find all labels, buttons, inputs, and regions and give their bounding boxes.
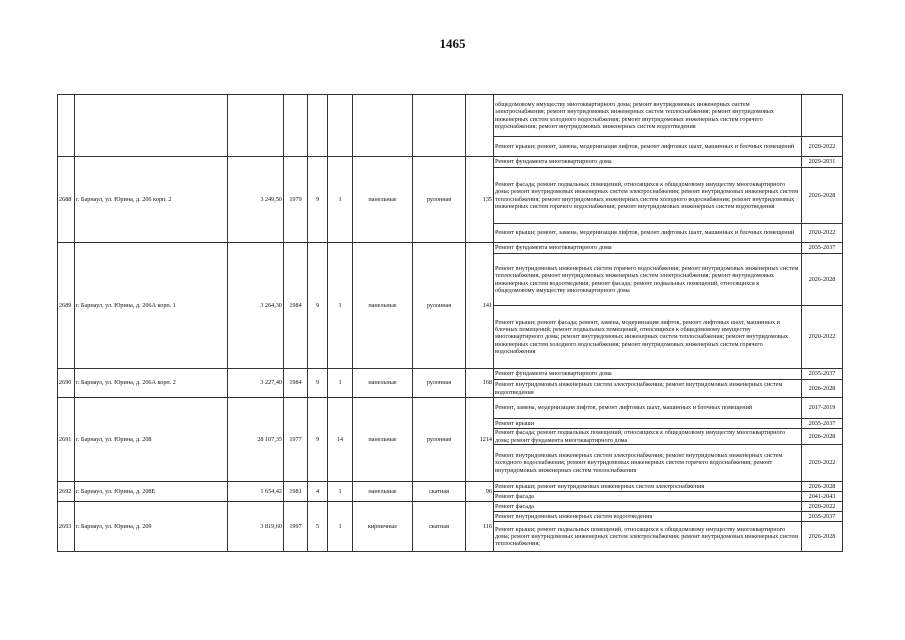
work-description: Ремонт внутридомовых инженерных систем водоотведения bbox=[494, 512, 802, 522]
floors-count: 9 bbox=[308, 157, 328, 243]
entrances-count: 1 bbox=[328, 502, 353, 552]
work-description: Ремонт крыши bbox=[494, 419, 802, 429]
floors-count: 9 bbox=[308, 398, 328, 482]
row-number: 2689 bbox=[58, 243, 75, 369]
table-row bbox=[58, 369, 843, 380]
cell-area-continued bbox=[228, 95, 284, 157]
residents-count: 141 bbox=[466, 243, 494, 369]
table-row bbox=[58, 157, 843, 168]
cell-year-continued bbox=[284, 95, 308, 157]
work-period: 2029-2031 bbox=[802, 157, 843, 168]
building-address: г. Барнаул, ул. Юрина, д. 206 корп. 2 bbox=[75, 157, 228, 243]
residents-count: 116 bbox=[466, 502, 494, 552]
residents-count: 135 bbox=[466, 157, 494, 243]
row-number: 2693 bbox=[58, 502, 75, 552]
year-built: 1977 bbox=[284, 398, 308, 482]
work-description: Ремонт, замена, модернизация лифтов, ремонт лифтовых шахт, машинных и блочных помещений bbox=[494, 398, 802, 419]
residents-count: 1214 bbox=[466, 398, 494, 482]
year-built: 1984 bbox=[284, 243, 308, 369]
work-period: 2026-2028 bbox=[802, 522, 843, 552]
work-period: 2035-2037 bbox=[802, 419, 843, 429]
wall-material: кирпичные bbox=[353, 502, 413, 552]
work-period: 2017-2019 bbox=[802, 398, 843, 419]
building-address: г. Барнаул, ул. Юрина, д. 208Е bbox=[75, 482, 228, 502]
total-area: 3 264,30 bbox=[228, 243, 284, 369]
cell-wall-continued bbox=[353, 95, 413, 157]
work-period: 2026-2028 bbox=[802, 254, 843, 306]
table-row bbox=[58, 243, 843, 254]
table-row bbox=[58, 95, 843, 137]
work-period: 2035-2037 bbox=[802, 369, 843, 380]
roof-type: рулонная bbox=[413, 398, 466, 482]
work-period: 2026-2028 bbox=[802, 168, 843, 224]
building-address: г. Барнаул, ул. Юрина, д. 209 bbox=[75, 502, 228, 552]
work-period: 2026-2028 bbox=[802, 429, 843, 445]
total-area: 3 249,50 bbox=[228, 157, 284, 243]
row-number: 2688 bbox=[58, 157, 75, 243]
year-built: 1984 bbox=[284, 369, 308, 398]
row-number: 2690 bbox=[58, 369, 75, 398]
floors-count: 9 bbox=[308, 243, 328, 369]
total-area: 1 654,42 bbox=[228, 482, 284, 502]
work-description: Ремонт крыши; ремонт, замена, модернизация лифтов, ремонт лифтовых шахт, машинных и блочных помещений bbox=[494, 224, 802, 243]
work-description: Ремонт крыши; ремонт фасада; ремонт, замена, модернизация лифтов, ремонт лифтовых шахт, машинных и блочных помещений; ремонт подвальных помещений, относящихся к общедомовому имуществу многоквартирного дома; ремонт внутридомовых инженерных систем теплоснабжения; ремонт внутридомовых инженерных систем холодного водоснабжения; ремонт внутридомовых инженерных систем горячего водоснабжения bbox=[494, 306, 802, 369]
work-description: Ремонт крыши; ремонт, замена, модернизация лифтов, ремонт лифтовых шахт, машинных и блочных помещений bbox=[494, 137, 802, 157]
work-description: Ремонт фундамента многоквартирного дома bbox=[494, 243, 802, 254]
work-description: Ремонт фасада; ремонт подвальных помещений, относящихся к общедомовому имуществу многоквартирного дома; ремонт внутридомовых инженерных систем электроснабжения; ремонт внутридомовых инженерных систем теплоснабжения; ремонт внутридомовых инженерных систем холодного водоснабжения; ремонт внутридомовых инженерных систем горячего водоснабжения; ремонт внутридомовых инженерных систем водоотведения bbox=[494, 168, 802, 224]
entrances-count: 1 bbox=[328, 243, 353, 369]
roof-type: рулонная bbox=[413, 157, 466, 243]
work-description: Ремонт фундамента многоквартирного дома bbox=[494, 157, 802, 168]
residents-count: 96 bbox=[466, 482, 494, 502]
wall-material: панельные bbox=[353, 157, 413, 243]
work-period: 2020-2022 bbox=[802, 306, 843, 369]
work-description: Ремонт фасада bbox=[494, 492, 802, 502]
total-area: 28 107,35 bbox=[228, 398, 284, 482]
table-row bbox=[58, 482, 843, 492]
total-area: 3 227,40 bbox=[228, 369, 284, 398]
entrances-count: 1 bbox=[328, 157, 353, 243]
year-built: 1997 bbox=[284, 502, 308, 552]
year-built: 1981 bbox=[284, 482, 308, 502]
work-period: 2020-2022 bbox=[802, 137, 843, 157]
work-description: общедомовому имуществу многоквартирного дома; ремонт внутридомовых инженерных систем электроснабжения; ремонт внутридомовых инженерных систем теплоснабжения; ремонт внутридомовых инженерных систем холодного водоснабжения; ремонт внутридомовых инженерных систем горячего водоснабжения; ремонт внутридомовых инженерных систем водоотведения bbox=[494, 95, 802, 137]
work-description: Ремонт фасада bbox=[494, 502, 802, 512]
capital-repair-table bbox=[57, 94, 843, 552]
work-period bbox=[802, 95, 843, 137]
work-period: 2026-2028 bbox=[802, 482, 843, 492]
building-address: г. Барнаул, ул. Юрина, д. 206А корп. 2 bbox=[75, 369, 228, 398]
work-description: Ремонт внутридомовых инженерных систем горячего водоснабжения; ремонт внутридомовых инженерных систем теплоснабжения; ремонт внутридомовых инженерных систем электроснабжения; ремонт внутридомовых инженерных систем водоотведения; ремонт фасада; ремонт подвальных помещений, относящихся к общедомовому имуществу многоквартирного дома bbox=[494, 254, 802, 306]
work-description: Ремонт фундамента многоквартирного дома bbox=[494, 369, 802, 380]
floors-count: 4 bbox=[308, 482, 328, 502]
building-address: г. Барнаул, ул. Юрина, д. 208 bbox=[75, 398, 228, 482]
building-address: г. Барнаул, ул. Юрина, д. 206А корп. 1 bbox=[75, 243, 228, 369]
work-description: Ремонт внутридомовых инженерных систем электроснабжения; ремонт внутридомовых инженерных систем водоотведения bbox=[494, 380, 802, 398]
work-description: Ремонт внутридомовых инженерных систем электроснабжения; ремонт внутридомовых инженерных систем холодного водоснабжения; ремонт внутридомовых инженерных систем горячего водоснабжения; ремонт внутридомовых инженерных систем теплоснабжения bbox=[494, 445, 802, 482]
work-period: 2035-2037 bbox=[802, 243, 843, 254]
entrances-count: 1 bbox=[328, 482, 353, 502]
table-body bbox=[58, 95, 843, 552]
wall-material: панельные bbox=[353, 243, 413, 369]
entrances-count: 14 bbox=[328, 398, 353, 482]
wall-material: панельные bbox=[353, 398, 413, 482]
cell-floors-continued bbox=[308, 95, 328, 157]
total-area: 3 819,60 bbox=[228, 502, 284, 552]
work-period: 2026-2028 bbox=[802, 380, 843, 398]
page-number: 1465 bbox=[439, 36, 466, 51]
cell-address-continued bbox=[75, 95, 228, 157]
work-description: Ремонт фасада; ремонт подвальных помещений, относящихся к общедомовому имуществу многоквартирного дома; ремонт фундамента многоквартирного дома bbox=[494, 429, 802, 445]
cell-num-continued bbox=[58, 95, 75, 157]
row-number: 2691 bbox=[58, 398, 75, 482]
floors-count: 9 bbox=[308, 369, 328, 398]
work-period: 2020-2022 bbox=[802, 224, 843, 243]
cell-residents-continued bbox=[466, 95, 494, 157]
row-number: 2692 bbox=[58, 482, 75, 502]
floors-count: 5 bbox=[308, 502, 328, 552]
work-period: 2020-2022 bbox=[802, 445, 843, 482]
work-period: 2020-2022 bbox=[802, 502, 843, 512]
year-built: 1979 bbox=[284, 157, 308, 243]
cell-roof-continued bbox=[413, 95, 466, 157]
wall-material: панельные bbox=[353, 482, 413, 502]
table-row bbox=[58, 398, 843, 419]
roof-type: рулонная bbox=[413, 243, 466, 369]
entrances-count: 1 bbox=[328, 369, 353, 398]
work-period: 2035-2037 bbox=[802, 512, 843, 522]
work-description: Ремонт крыши; ремонт подвальных помещений, относящихся к общедомовому имуществу многоквартирного дома; ремонт внутридомовых инженерных систем электроснабжения; ремонт внутридомовых инженерных систем теплоснабжения; bbox=[494, 522, 802, 552]
residents-count: 168 bbox=[466, 369, 494, 398]
roof-type: скатная bbox=[413, 482, 466, 502]
wall-material: панельные bbox=[353, 369, 413, 398]
cell-entrances-continued bbox=[328, 95, 353, 157]
work-period: 2041-2043 bbox=[802, 492, 843, 502]
roof-type: рулонная bbox=[413, 369, 466, 398]
roof-type: скатная bbox=[413, 502, 466, 552]
table-row bbox=[58, 502, 843, 512]
work-description: Ремонт крыши; ремонт внутридомовых инженерных систем электроснабжения bbox=[494, 482, 802, 492]
